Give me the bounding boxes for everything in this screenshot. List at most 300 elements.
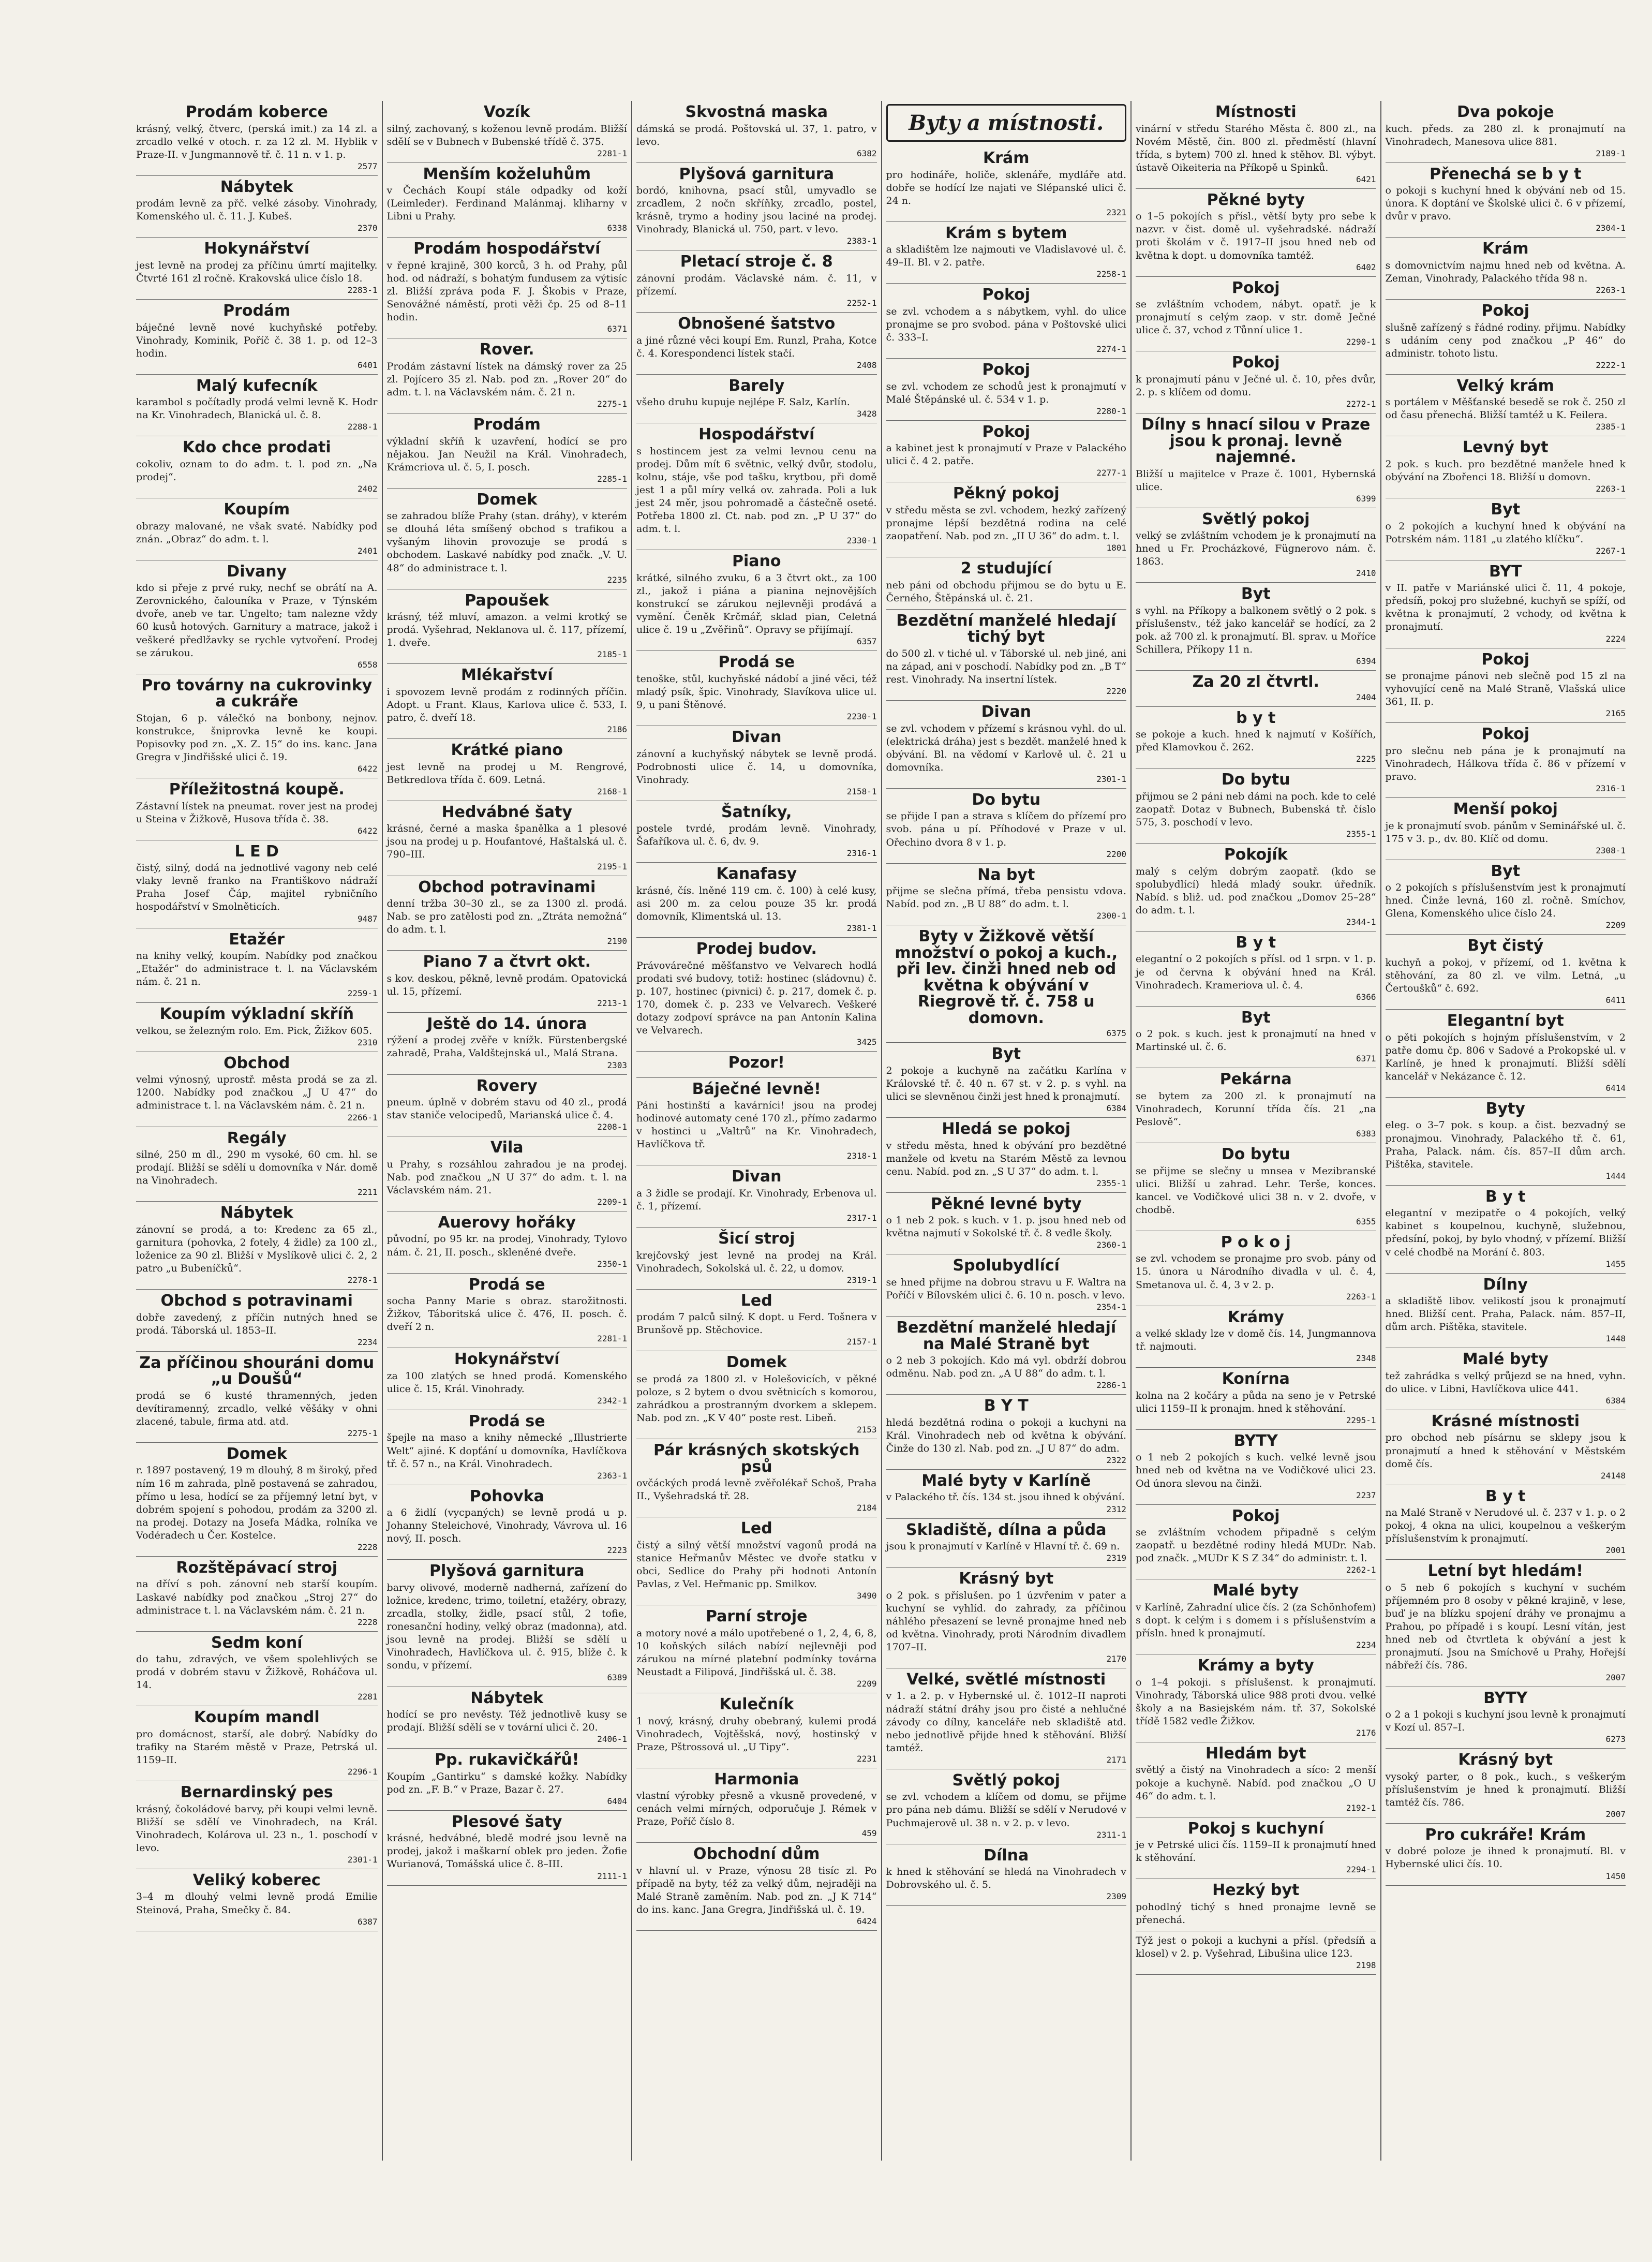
- ad-code: 2153: [856, 1425, 877, 1435]
- ad-code: 1450: [1605, 1871, 1626, 1881]
- classified-ad: [886, 610, 1127, 701]
- ad-code: 3490: [856, 1591, 877, 1601]
- ad-headline: Divan: [732, 728, 782, 747]
- ad-code: 1801: [1106, 543, 1126, 553]
- ad-body: s vyhl. na Příkopy a balkonem světlý o 2 pok. s příslušenstv., též jako kancelář se hodící, za 2 pok. až 700 zl. k pronajmutí. Bl. sprav. u Moříce Schillera, Příkopy 11 n.: [1136, 604, 1376, 656]
- ad-code: 3425: [856, 1037, 877, 1047]
- classified-ad: [1386, 375, 1626, 437]
- ad-code: 2309: [1106, 1891, 1126, 1902]
- ad-body: jest levně na prodej u M. Rengrové, Betkredlova třída č. 609. Letná.: [386, 761, 627, 786]
- ad-headline: Prodá se: [718, 653, 795, 672]
- classified-ad: [1386, 1186, 1626, 1274]
- ad-headline: Malý kufecník: [196, 376, 318, 395]
- ad-code: 2281-1: [597, 1334, 627, 1344]
- ad-body: krásný, velký, čtverc, (perská imit.) za 14 zl. a zrcadlo velké v otoch. r. za 12 zl. M. Hyblik v Praze-II. v Jungmannově tř. č. 11 n. v 1. p.: [136, 123, 378, 160]
- ad-headline: Prodám hospodářství: [413, 240, 601, 258]
- classified-ad: [1386, 860, 1626, 935]
- ad-headline: Parní stroje: [705, 1607, 808, 1626]
- ad-headline: BYTY: [1233, 1431, 1278, 1450]
- ad-body: o 1–5 pokojích s přísl., větší byty pro sebe k nazvr. v čist. domě ul. vyšehradské. nádraží proti školám v č. 1917–II jsou hned neb od května k dopt. u domovníka tamtéž.: [1136, 211, 1376, 261]
- ad-code: 2228: [357, 1617, 378, 1627]
- ad-headline: Pokoj: [1231, 278, 1280, 297]
- ad-code: 2198: [1356, 1960, 1376, 1971]
- ad-code: 2211: [357, 1187, 378, 1197]
- ad-body: dobře zavedený, z příčin nutných hned se prodá. Táborská ul. 1853–II.: [136, 1311, 378, 1336]
- ad-body: velký se zvláštním vchodem je k pronajmutí na hned u Fr. Procházkové, Fügnerovo nám. č. 1863.: [1136, 530, 1376, 568]
- ad-headline: Pletací stroje č. 8: [680, 253, 833, 271]
- ad-headline: Šatníky,: [721, 803, 792, 821]
- ad-headline: Krámy a byty: [1197, 1657, 1314, 1675]
- ad-headline: Auerovy hořáky: [438, 1213, 576, 1232]
- ad-body: s hostincem jest za velmi levnou cenu na prodej. Dům mít 6 světnic, velký dvůr, stodolu, kolnu, stáje, vše pod tašku, krytbou, při domě jest 1 a půl míry velká ov. zahrada. Poli a luk jest 24 měr, jsou pohromadě a částečně oseté. Potřeba 1800 zl. Ct. nab. pod zn. „P U 37“ do adm. t. l.: [636, 445, 877, 535]
- classified-ad: [886, 1470, 1127, 1519]
- ad-headline: Krám s bytem: [945, 224, 1067, 242]
- classified-ad: [636, 163, 877, 251]
- ad-headline: Pro továrny na cukrovinky a cukráře: [141, 676, 373, 711]
- ad-headline: Kanafasy: [716, 865, 797, 883]
- classified-ad: [636, 863, 877, 938]
- ad-code: 2157-1: [846, 1337, 877, 1347]
- ad-code: 2277-1: [1096, 468, 1126, 478]
- ad-headline: Byt: [1491, 862, 1521, 880]
- classified-ad: [387, 338, 628, 413]
- ad-headline: Pokoj: [982, 286, 1031, 304]
- ad-headline: Prodám: [473, 416, 541, 434]
- ad-headline: Obchod: [224, 1054, 290, 1072]
- ad-body: zánovní a kuchyňský nábytek se levně prodá. Podrobnosti ulice č. 14, u domovníka, Vinohrady.: [636, 748, 877, 786]
- ad-headline: Pro cukráře! Krám: [1425, 1825, 1586, 1844]
- ad-code: 2385-1: [1596, 422, 1626, 432]
- ad-code: 2225: [1356, 754, 1376, 764]
- ad-headline: Do bytu: [972, 790, 1041, 809]
- ad-body: 1 nový, krásný, druhy obebraný, kulemi prodá Vinohradech, Vojtěšská, nový, hostinský v Praze, Pštrossová ul. „U Tipy“.: [636, 1715, 877, 1753]
- ad-headline: Led: [740, 1519, 772, 1538]
- ad-body: se zvl. vchodem v přízemí s krásnou vyhl. do ul. (elektrická dráha) jest s bezdět. manželé hned k obývání. Bl. na vědomí v Karlově ul. č. 21 u domovníka.: [886, 722, 1126, 773]
- classified-ad: [636, 250, 877, 313]
- ad-body: zánovní prodám. Václavské nám. č. 11, v přízemí.: [636, 272, 877, 298]
- ad-headline: Šicí stroj: [718, 1230, 795, 1248]
- ad-code: 2296-1: [347, 1767, 378, 1777]
- ad-code: 6273: [1605, 1734, 1626, 1744]
- classified-ad: [1136, 413, 1376, 508]
- ad-body: pro slečnu neb pána je k pronajmutí na Vinohradech, Hálkova třída č. 86 v přízemí v pravo.: [1385, 745, 1626, 782]
- ad-code: 2234: [1356, 1640, 1376, 1650]
- ad-code: 2577: [357, 161, 378, 171]
- ad-code: 6383: [1356, 1129, 1376, 1139]
- classified-ad: [387, 163, 628, 238]
- ad-headline: Ještě do 14. února: [427, 1014, 587, 1033]
- ad-headline: Divany: [227, 562, 287, 581]
- classified-ad: [886, 1668, 1127, 1769]
- classified-ad: [387, 101, 628, 163]
- ad-headline: Domek: [726, 1353, 787, 1372]
- ad-headline: Koupím výkladní skříň: [159, 1005, 354, 1024]
- newspaper-classifieds-page: [132, 101, 1630, 2171]
- ad-headline: Pěkný pokoj: [952, 484, 1060, 503]
- classified-column-2: [382, 101, 632, 2161]
- ad-code: 2410: [1356, 568, 1376, 579]
- ad-code: 6355: [1356, 1216, 1376, 1226]
- classified-ad: [636, 1693, 877, 1768]
- ad-code: 9487: [357, 913, 378, 924]
- ad-body: se pronajme pánovi neb slečně pod 15 zl na vyhovující ceně na Malé Straně, Vlašská ulice 361, II. p.: [1385, 670, 1626, 708]
- ad-code: 2228: [357, 1542, 378, 1552]
- classified-ad: [1136, 1007, 1376, 1069]
- ad-body: báječné levně nové kuchyňské potřeby. Vinohrady, Kominik, Poříč č. 38 1. p. od 12–3 hodin.: [136, 321, 378, 359]
- ad-body: s portálem v Měšťanské besedě se rok č. 250 zl od času přenechá. Bližší tamtéž u K. Feilera.: [1385, 396, 1626, 421]
- classified-ad: [636, 423, 877, 550]
- classified-ad: [886, 1568, 1127, 1668]
- ad-headline: Světlý pokoj: [1202, 510, 1310, 528]
- ad-body: velkou, se železným rolo. Em. Pick, Žižkov 605.: [136, 1025, 373, 1037]
- ad-body: elegantní v mezipatře o 4 pokojích, velký kabinet s koupelnou, kuchyně, služebnou, předsíní, pokoj, by bylo vhodný, v přízemí. Bližší v celé chodbě na Morání č. 803.: [1385, 1207, 1626, 1258]
- ad-code: 2230-1: [846, 712, 877, 722]
- ad-body: pohodlný tichý s hned pronajme levně se přenechá.: [1136, 1901, 1376, 1926]
- ad-body: krátké, silného zvuku, 6 a 3 čtvrt okt., za 100 zl., jakož i piána a pianina nejnovějších konstrukcí se zárukou nejlevněji prodává a vymění. Čeněk Krčmář, sklad pian, Celetná ulice č. 19 u „Zvěřinů“. Opravy se přijímají.: [636, 572, 877, 636]
- ad-body: a velké sklady lze v domě čís. 14, Jungmannova tř. najmouti.: [1136, 1328, 1376, 1353]
- ad-body: v Čechách Koupí stále odpadky od koží (Leimleder). Ferdinand Malánmaj. kliharny v Libni u Prahy.: [386, 185, 627, 223]
- ad-body: čistý, silný, dodá na jednotlivé vagony neb celé vlaky levně franko na Františkovo nádraží Praha Josef Čáp, majitel rybničního hospodářství v Smolněticích.: [136, 862, 378, 913]
- ad-body: přijme se slečna přímá, třeba pensistu vdova. Nabíd. pod zn. „B U 88“ do adm. t. l.: [886, 885, 1126, 910]
- ad-code: 2224: [1605, 633, 1626, 644]
- ad-headline: Bezdětní manželé hledají na Malé Straně byt: [896, 1319, 1117, 1353]
- ad-code: 6399: [1356, 493, 1376, 504]
- ad-body: Stojan, 6 p. válečkó na bonbony, nejnov. konstrukce, šniprovka levně ke koupi. Popisovky pod zn. „X. Z. 15“ do ins. kanc. Jana Gregra v Jindřišské ulici č. 19.: [136, 712, 378, 763]
- ad-headline: Hokynářství: [454, 1350, 560, 1369]
- ad-body: i spovozem levně prodám z rodinných příčin. Adopt. u Frant. Klaus, Karlova ulice č. 533, I. patro, č. dveří 18.: [386, 686, 627, 724]
- ad-code: 2406-1: [597, 1734, 627, 1744]
- classified-ad: [136, 375, 378, 437]
- ad-code: 2363-1: [597, 1470, 627, 1481]
- classified-ad: [636, 550, 877, 651]
- ad-code: 2192-1: [1346, 1802, 1376, 1813]
- ad-headline: Krátké piano: [451, 741, 563, 760]
- ad-code: 2288-1: [347, 422, 378, 432]
- ad-headline: Dílny s hnací silou v Praze jsou k pronaj. levně najemné.: [1141, 416, 1371, 467]
- ad-body: v 1. a 2. p. v Hybernské ul. č. 1012–II naproti nádraží státní dráhy jsou pro čisté a nehlučné závody co dílny, kanceláře neb skladiště atd. nebo jednotlivě přijde hned k stěhování. Bližší tamtéž.: [886, 1690, 1126, 1754]
- ad-headline: Piano 7 a čtvrt okt.: [423, 953, 591, 971]
- classified-ad: [1386, 1410, 1626, 1485]
- ad-body: o 2 neb 3 pokojích. Kdo má vyl. obdrží dobrou odměnu. Nab. pod zn. „A U 88“ do adm. t. l.: [886, 1355, 1126, 1380]
- classified-ad: [1136, 583, 1376, 671]
- classified-ad: [1386, 1010, 1626, 1098]
- ad-code: 2234: [357, 1337, 378, 1347]
- ad-code: 2401: [357, 545, 378, 556]
- ad-body: o 2 pokojích s příslušenstvím jest k pronajmutí hned. Činže levná, 160 zl. ročně. Smíchov, Glena, Komenského ulice číslo 24.: [1385, 882, 1626, 920]
- ad-headline: Vila: [490, 1139, 524, 1157]
- ad-headline: Nábytek: [220, 1204, 293, 1222]
- ad-headline: B Y T: [984, 1397, 1029, 1415]
- ad-body: s domovnictvím najmu hned neb od května. A. Zeman, Vinohrady, Palackého třída 98 n.: [1385, 259, 1626, 284]
- classified-ad: [136, 1869, 378, 1931]
- ad-body: se zvl. vchodem a s nábytkem, vyhl. do ulice pronajme se pro svobod. pána v Poštovské ulici č. 333–I.: [886, 305, 1126, 344]
- ad-headline: Rovery: [476, 1076, 538, 1095]
- classified-ad: [886, 482, 1127, 557]
- ad-headline: Dílna: [984, 1846, 1029, 1865]
- ad-code: 2263-1: [1596, 484, 1626, 494]
- ad-headline: Koupím mandl: [194, 1708, 320, 1727]
- classified-ad: [886, 1519, 1127, 1568]
- ad-headline: Konírna: [1222, 1370, 1290, 1388]
- classified-ad: [136, 1127, 378, 1202]
- classified-ad: [636, 1290, 877, 1352]
- classified-ad: [387, 1811, 628, 1886]
- ad-body: na knihy velký, koupím. Nabídky pod značkou „Etažér“ do administrace t. l. na Václavském nám. č. 21 n.: [136, 950, 378, 988]
- ad-body: kuch. předs. za 280 zl. k pronajmutí na Vinohradech, Manesova ulice 881.: [1385, 123, 1626, 147]
- classified-ad: [886, 557, 1127, 610]
- classified-ad: [636, 313, 877, 375]
- classified-ad: [636, 938, 877, 1052]
- ad-body: Bližší u majitelce v Praze č. 1001, Hybernská ulice.: [1136, 468, 1376, 493]
- ad-body: s kov. deskou, pěkně, levně prodám. Opatovická ul. 15, přízemí.: [386, 972, 627, 997]
- ad-body: ovčáckých prodá levně zvěřolékař Schoš, Praha II., Vyšehradská tř. 28.: [636, 1477, 877, 1502]
- classified-ad: [1136, 1742, 1376, 1817]
- classified-ad: [1136, 671, 1376, 707]
- ad-code: 6394: [1356, 656, 1376, 667]
- ad-body: se zahradou blíže Prahy (stan. dráhy), v kterém se dlouhá léta smíšený obchod s trafikou a vyšaným lihovin provozuje se prodá s obchodem. Laskavé nabídky pod značk. „V. U. 48“ do administrace t. l.: [386, 510, 627, 574]
- ad-body: vinární v středu Starého Města č. 800 zl., na Novém Městě, čin. 800 zl. předměstí (hlavní třída, s bytem) 700 zl. hned k stěhov. Bl. výbyt. ústavě Oikeiteria na Příkopě u Spinků.: [1136, 123, 1376, 173]
- ad-body: vlastní výrobky přesně a vkusně provedené, v cenách velmi mírných, odporučuje J. Rémek v Praze, Poříč číslo 8.: [636, 1790, 877, 1828]
- classified-ad: [1386, 1485, 1626, 1560]
- ad-body: Právovárečné měšťanstvo ve Velvarech hodlá prodati své budovy, totiž: hostinec (sládovnu) č. p. 107, hostinec (pivnici) č. p. 217, domek č. p. 170, domek č. p. 233 ve Velvarech. Veškeré dotazy zodpoví správce na pan Antonín Kalina ve Velvarech.: [636, 959, 877, 1037]
- ad-headline: Velké, světlé místnosti: [906, 1670, 1106, 1689]
- ad-body: tež zahrádka s velký průjezd se na hned, vyhn. do ulice. v Libni, Havlíčkova ulice 441.: [1385, 1370, 1626, 1395]
- ad-headline: Hledám byt: [1205, 1744, 1306, 1763]
- ad-body: Prodám zástavní lístek na dámský rover za 25 zl. Pojícero 35 zl. Nab. pod zn. „Rover 20“ do adm. t. l. na Václavském nám. č. 21 n.: [386, 360, 627, 398]
- ad-body: za 100 zlatých se hned prodá. Komenského ulice č. 15, Král. Vinohrady.: [386, 1370, 627, 1395]
- classified-ad: [1386, 436, 1626, 498]
- classified-ad: [1386, 238, 1626, 300]
- ad-body: do tahu, zdravých, ve všem spolehlivých se prodá v dobrém stavu v Žižkově, Roháčova ul. 14.: [136, 1653, 378, 1691]
- classified-ad: [387, 951, 628, 1013]
- classified-ad: [1386, 300, 1626, 375]
- ad-body: o 1 neb 2 pok. s kuch. v 1. p. jsou hned neb od května najmutí v Sokolské tř. č. 8 vedle školy.: [886, 1215, 1126, 1239]
- ad-headline: Pekárna: [1219, 1070, 1292, 1089]
- ad-code: 2317-1: [846, 1213, 877, 1223]
- ad-headline: L E D: [234, 842, 279, 861]
- ad-headline: Etažér: [229, 930, 285, 949]
- ad-code: 2189-1: [1596, 148, 1626, 158]
- ad-headline: Krásné místnosti: [1431, 1412, 1580, 1430]
- ad-code: 2316-1: [846, 848, 877, 859]
- ad-headline: Rover.: [479, 341, 534, 359]
- classified-ad: [1136, 1068, 1376, 1143]
- ad-code: 2220: [1106, 686, 1126, 697]
- ad-code: 2344-1: [1346, 916, 1376, 927]
- ad-body: eleg. o 3–7 pok. s koup. a čist. bezvadný se pronajmou. Vinohrady, Palackého tř. č. 61, Praha, Palack. nám. čís. 857–II dům arch. Pištěka, stavitele.: [1385, 1119, 1626, 1170]
- ad-body: o 2 a 1 pokoji s kuchyní jsou levně k pronajmutí v Kozí ul. 857–I.: [1385, 1709, 1626, 1734]
- section-heading: Byty a místnosti.: [886, 104, 1127, 142]
- ad-code: 2237: [1356, 1490, 1376, 1500]
- classified-ad: [886, 1193, 1127, 1255]
- ad-headline: Harmonia: [714, 1770, 799, 1788]
- classified-ad: [1386, 935, 1626, 1010]
- ad-body: o 1 neb 2 pokojích s kuch. velké levně jsou hned neb od května na ve Vodičkové ulici 23. Od února slevou na činži.: [1136, 1452, 1376, 1489]
- ad-code: 2235: [607, 574, 627, 585]
- classified-ad: [1136, 1817, 1376, 1880]
- ad-headline: BYT: [1489, 562, 1522, 581]
- ad-code: 2171: [1106, 1754, 1126, 1765]
- classified-ad: [1386, 1274, 1626, 1349]
- ad-body: pro obchod neb písárnu se sklepy jsou k pronajmutí a hned k stěhování v Městském domě čís.: [1385, 1432, 1626, 1470]
- ad-code: 2354-1: [1096, 1302, 1126, 1312]
- ad-headline: Sedm koní: [211, 1633, 303, 1652]
- ad-headline: Spolubydlící: [952, 1256, 1060, 1275]
- ad-headline: P o k o j: [1221, 1233, 1291, 1251]
- classified-ad: [1386, 1824, 1626, 1886]
- ad-headline: Plyšová garnitura: [429, 1562, 585, 1580]
- classified-ad: [1386, 498, 1626, 560]
- ad-body: krásný, čokoládové barvy, při koupi velmi levně. Bližší se sdělí ve Vinohradech, na Král. Vinohradech, Kolárova ul. 23 n., 1. poschodí v levo.: [136, 1803, 378, 1854]
- ad-body: krásný, též mluví, amazon. a velmi krotký se prodá. Vyšehrad, Neklanova ul. č. 117, přízemí, 1. dveře.: [386, 611, 627, 649]
- classified-ad: [136, 928, 378, 1003]
- ad-headline: Pokoj: [982, 422, 1031, 441]
- ad-code: 2258-1: [1096, 269, 1126, 279]
- ad-headline: Nábytek: [470, 1689, 544, 1707]
- ad-headline: Prodá se: [468, 1275, 545, 1294]
- ad-body: karambol s počítadly prodá velmi levně K. Hodr na Kr. Vinohradech, Blanická ul. č. 8.: [136, 396, 378, 421]
- ad-headline: Mlékařství: [460, 666, 553, 685]
- ad-body: Týž jest o pokoji a kuchyni a přísl. (předsíň a klosel) v 2. p. Vyšehrad, Libušina ulice 123.: [1136, 1934, 1376, 1960]
- ad-headline: Místnosti: [1215, 103, 1297, 121]
- classified-ad: [886, 222, 1127, 284]
- ad-body: krásné, hedvábné, bledě modré jsou levně na prodej, jakož i maškarní oblek pro jeden. Žofie Wurianová, Tomášská ulice č. 8–III.: [386, 1832, 627, 1870]
- ad-code: 2208-1: [597, 1122, 627, 1132]
- ad-body: je v Petrské ulici čís. 1159–II k pronajmutí hned k stěhování.: [1136, 1839, 1376, 1864]
- classified-ad: [1136, 1143, 1376, 1231]
- ad-headline: Regály: [227, 1129, 287, 1147]
- ad-code: 6384: [1106, 1103, 1126, 1113]
- classified-ad: [886, 1254, 1127, 1317]
- ad-body: a 6 židlí (vycpaných) se levně prodá u p. Johanny Steleichové, Vinohrady, Vávrova ul. 16 nový, II. posch.: [386, 1507, 627, 1545]
- classified-ad: [886, 1118, 1127, 1193]
- ad-headline: Byt: [1241, 585, 1271, 603]
- ad-code: 2408: [856, 360, 877, 370]
- ad-body: o 2 pokojích a kuchyní hned k obývání na Potrském nám. 1181 „u zlatého klíčku“.: [1385, 520, 1626, 545]
- ad-code: 6389: [607, 1672, 627, 1682]
- ad-code: 6414: [1605, 1083, 1626, 1093]
- classified-ad: [387, 489, 628, 589]
- ad-body: Koupím „Gantirku“ s damské kožky. Nabídky pod zn. „F. B.“ v Praze, Bazar č. 27.: [386, 1770, 627, 1795]
- classified-ad: [886, 789, 1127, 864]
- ad-headline: Bernardinský pes: [180, 1783, 333, 1802]
- classified-ad: [636, 726, 877, 801]
- ad-body: krejčovský jest levně na prodej na Král. Vinohradech, Sokolská ul. č. 22, u domov.: [636, 1249, 877, 1274]
- classified-ad: [636, 1517, 877, 1605]
- ad-body: na Malé Straně v Nerudové ul. č. 237 v 1. p. o 2 pokoj, 4 okna na ulici, koupelnou a veškerým příslušenstvím k pronajmutí.: [1385, 1507, 1626, 1545]
- ad-code: 2007: [1605, 1809, 1626, 1819]
- classified-ad: [136, 101, 378, 176]
- classified-ad: [636, 801, 877, 863]
- classified-ad: [886, 1844, 1127, 1906]
- ad-code: 2322: [1106, 1455, 1126, 1465]
- ad-body: o 2 pok. s příslušen. po 1 úzvřenim v pater a kuchyní se vyhlíd. do zahrady, za příčinou náhlého přesazení se levně pronajme hned neb od května. Vinohrady, proti Národním divadlem 1707–II.: [886, 1589, 1126, 1653]
- classified-ad: [636, 1439, 877, 1517]
- ad-code: 6422: [357, 764, 378, 774]
- ad-code: 6357: [856, 637, 877, 647]
- ad-code: 6371: [1356, 1054, 1376, 1064]
- ad-code: 2267-1: [1596, 545, 1626, 556]
- classified-ad: [636, 1228, 877, 1290]
- ad-body: se zvl. vchodem se pronajme pro svob. pány od 15. února u Národního divadla v ul. č. 4, Smetanova ul. č. 4, 3 v 2. p.: [1136, 1253, 1376, 1291]
- ad-headline: Za 20 zl čtvrtl.: [1192, 673, 1319, 691]
- ad-code: 2310: [357, 1037, 378, 1047]
- ad-body: velmi výnosný, uprostř. města prodá se za zl. 1200. Nabídky pod značkou „J U 47“ do administrace t. l. na Václavském nám. č. 21 n.: [136, 1074, 378, 1112]
- ad-body: a kabinet jest k pronajmutí v Praze v Palackého ulici č. 4 2. patře.: [886, 442, 1126, 467]
- ad-body: silný, zachovaný, s koženou levně prodám. Bližší sdělí se v Bubnech v Bubenské třídě č. 375.: [386, 123, 627, 147]
- ad-body: bordó, knihovna, psací stůl, umyvadlo se zrcadlem, 2 nočn skříňky, zrcadlo, postel, krásně, trymo a hodiny jsou laciné na prodej. Vinohrady, Blanická ul. 750, part. v levo.: [636, 185, 877, 235]
- classified-ad: [1136, 768, 1376, 844]
- classified-ad: [636, 1078, 877, 1166]
- ad-headline: Plyšová garnitura: [679, 165, 834, 183]
- ad-body: jest levně na prodej za příčinu úmrtí majitelky. Čtvrté 161 zl ročně. Krakovská ulice číslo 18.: [136, 259, 378, 284]
- ad-headline: Menší pokoj: [1453, 800, 1558, 819]
- ad-code: 2311-1: [1096, 1829, 1126, 1840]
- ad-code: 2360-1: [1096, 1240, 1126, 1250]
- classified-ad: [1136, 932, 1376, 1007]
- ad-body: všeho druhu kupuje nejlépe F. Salz, Karlín.: [636, 396, 850, 408]
- ad-headline: Hokynářství: [204, 240, 310, 258]
- ad-body: rýžení a prodej zvěře v knížk. Fürstenbergské zahradě, Praha, Valdštejnská ul., Malá Strana.: [386, 1034, 627, 1059]
- ad-headline: Plesové šaty: [452, 1812, 562, 1831]
- ad-headline: Prodá se: [468, 1412, 545, 1430]
- ad-body: v II. patře v Mariánské ulici č. 11, 4 pokoje, předsíň, pokoj pro služebné, kuchyň se spíží, od května k pronajmutí, 2 vchody, od května k pronajmutí.: [1385, 582, 1626, 633]
- ad-code: 6387: [357, 1916, 378, 1927]
- ad-headline: Pokoj: [1481, 725, 1530, 744]
- ad-body: dámská se prodá. Poštovská ul. 37, 1. patro, v levo.: [636, 123, 877, 147]
- ad-code: 2290-1: [1346, 337, 1376, 347]
- ad-body: se hned přijme na dobrou stravu u F. Waltra na Poříčí v Bílovském ulici č. 6. 10 n. posch. v levo.: [886, 1276, 1126, 1301]
- classified-ad: [387, 1013, 628, 1075]
- ad-body: o 5 neb 6 pokojích s kuchyní v suchém příjemném pro 8 osoby v pěkné krajině, v lese, buď je na blízku spojení dráhy ve pronajmu a Prahou, po případě i s koupí. Lesní vítán, jest hned neb od čtvrtleta k obývání a jest k pronajmutí. Jsou na Smíchově u Prahy, Hořejší nábřeží čís. 786.: [1385, 1581, 1626, 1672]
- ad-code: 6424: [856, 1916, 877, 1927]
- ad-code: 6404: [607, 1796, 627, 1806]
- ad-headline: Pokoj s kuchyní: [1187, 1819, 1324, 1838]
- ad-headline: Malé byty: [1213, 1581, 1299, 1600]
- ad-code: 2275-1: [597, 399, 627, 409]
- ad-code: 2200: [1106, 849, 1126, 859]
- classified-ad: [136, 778, 378, 840]
- ad-body: hledá bezdětná rodina o pokoji a kuchyni na Král. Vinohradech neb od května k obývání. Činže do 130 zl. Nab. pod zn. „J U 87“ do adm.: [886, 1416, 1126, 1454]
- ad-headline: Do bytu: [1221, 1145, 1290, 1164]
- ad-code: 2319-1: [846, 1275, 877, 1285]
- ad-headline: Malé byty: [1462, 1350, 1549, 1369]
- ad-code: 2319: [1106, 1553, 1126, 1563]
- ad-code: 2370: [357, 223, 378, 233]
- ad-headline: Rozštěpávací stroj: [176, 1558, 338, 1577]
- ad-headline: Hledá se pokoj: [942, 1120, 1071, 1138]
- classified-ad: [1386, 723, 1626, 798]
- ad-body: hodící se pro nevěsty. Též jednotlivě kusy se prodají. Bližší sdělí se v tovární ulici č. 20.: [386, 1709, 627, 1734]
- classified-ad: [886, 147, 1127, 222]
- ad-code: 2383-1: [846, 236, 877, 246]
- classified-ad: [136, 238, 378, 300]
- classified-ad: [1386, 1098, 1626, 1186]
- ad-headline: Papoušek: [465, 591, 549, 610]
- ad-code: 6422: [357, 825, 378, 836]
- ad-code: 2185-1: [597, 649, 627, 660]
- ad-code: 2223: [607, 1545, 627, 1556]
- classified-column-1: [132, 101, 382, 2161]
- ad-code: 2348: [1356, 1353, 1376, 1364]
- ad-body: 2 pokoje a kuchyně na začátku Karlína v Královské tř. č. 40 n. 67 st. v 2. p. s vyhl. na ulici se slevněnou činži jest hned k pronajmutí.: [886, 1065, 1126, 1102]
- ad-code: 6401: [357, 360, 378, 370]
- ad-headline: BYTY: [1483, 1689, 1528, 1707]
- ad-code: 2259-1: [347, 988, 378, 999]
- classified-ad: [387, 876, 628, 951]
- ad-code: 1455: [1605, 1259, 1626, 1269]
- ad-code: 6371: [607, 324, 627, 334]
